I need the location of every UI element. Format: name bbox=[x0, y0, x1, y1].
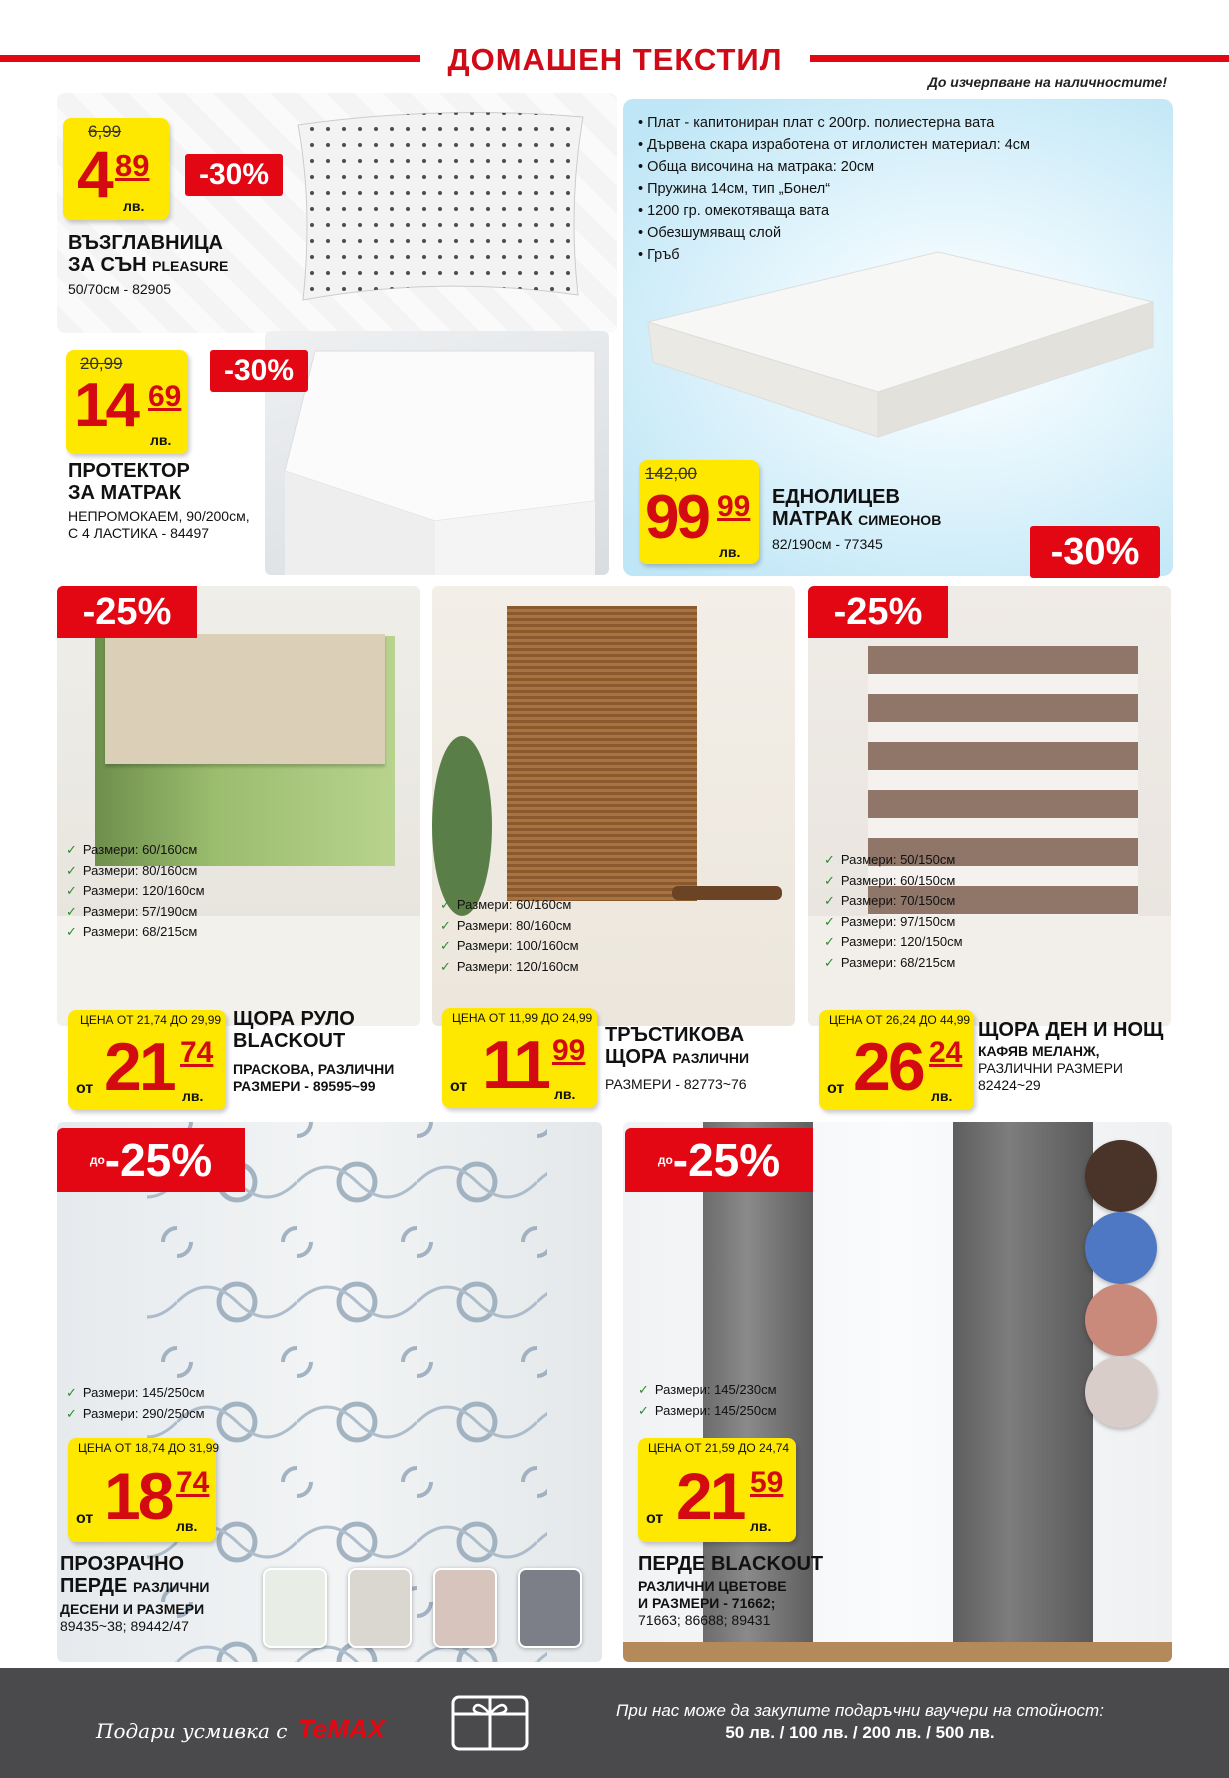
blackout-color-swatch-rose bbox=[1085, 1284, 1157, 1356]
daynight-price-box bbox=[819, 1010, 974, 1110]
sheer-from: от bbox=[76, 1510, 94, 1527]
sheer-desc: ДЕСЕНИ И РАЗМЕРИ 89435~38; 89442/47 bbox=[60, 1601, 205, 1634]
sheer-name: ПРОЗРАЧНО ПЕРДЕ РАЗЛИЧНИ bbox=[60, 1553, 210, 1597]
mattress-discount-badge: -30% bbox=[1030, 526, 1160, 578]
pillow-currency: лв. bbox=[123, 198, 145, 214]
sheer-pattern-thumb-4 bbox=[518, 1568, 582, 1648]
roller-discount-badge: -25% bbox=[57, 586, 197, 638]
roller-price-box bbox=[68, 1010, 226, 1110]
sheer-pattern-thumb-2 bbox=[348, 1568, 412, 1648]
blackout-discount-badge: $^{до}$-25% bbox=[625, 1128, 813, 1192]
bamboo-desc: РАЗМЕРИ - 82773~76 bbox=[605, 1076, 747, 1092]
bamboo-from: от bbox=[450, 1078, 468, 1095]
blackout-price-cents: 59 bbox=[750, 1466, 784, 1499]
blackout-currency: лв. bbox=[750, 1518, 772, 1534]
protector-image bbox=[265, 331, 609, 575]
sheer-pattern-thumb-1 bbox=[263, 1568, 327, 1648]
pillow-name: ВЪЗГЛАВНИЦА ЗА СЪН PLEASURE bbox=[68, 232, 229, 276]
pillow-price-box bbox=[63, 118, 169, 220]
pillow-desc: 50/70см - 82905 bbox=[68, 281, 172, 297]
roller-price-range: ЦЕНА ОТ 21,74 ДО 29,99 bbox=[80, 1013, 222, 1027]
mattress-old-price: 142,00 bbox=[645, 464, 697, 483]
protector-desc: НЕПРОМОКАЕМ, 90/200см, С 4 ЛАСТИКА - 84497 bbox=[68, 508, 250, 541]
voucher-text: При нас може да закупите подаръчни ваучери на стойност: 50 лв. / 100 лв. / 200 лв. / 500 лв. bbox=[616, 1701, 1104, 1742]
footer-slogan: Подари усмивка с TeMAX bbox=[96, 1714, 385, 1744]
bamboo-price-box bbox=[442, 1008, 597, 1108]
blackout-color-swatch-brown bbox=[1085, 1140, 1157, 1212]
footer-bar bbox=[0, 1668, 1229, 1778]
roller-name: ЩОРА РУЛО BLACKOUT bbox=[233, 1008, 355, 1052]
availability-note: До изчерпване на наличностите! bbox=[927, 74, 1167, 90]
daynight-price-range: ЦЕНА ОТ 26,24 ДО 44,99 bbox=[829, 1013, 971, 1027]
sheer-price-box bbox=[68, 1438, 220, 1542]
mattress-desc: 82/190см - 77345 bbox=[772, 536, 883, 552]
roller-price-cents: 74 bbox=[180, 1036, 214, 1069]
page-title: ДОМАШЕН ТЕКСТИЛ bbox=[447, 42, 783, 77]
protector-name: ПРОТЕКТОР ЗА МАТРАК bbox=[68, 460, 190, 504]
mattress-price-box bbox=[639, 460, 759, 564]
sheer-pattern-thumb-3 bbox=[433, 1568, 497, 1648]
mattress-features: • Плат - капитониран плат с 200гр. полиестерна вата • Дървена скара изработена от иглолистен материал: 4см • Обща височина на матрака: 20см • Пружина 14см, тип „Бонел“ • 1200 гр. омекотяваща вата • Обезшумяващ слой • Гръб bbox=[638, 115, 1030, 263]
brand-logo: TeMAX bbox=[297, 1714, 385, 1744]
blackout-color-swatch-blue bbox=[1085, 1212, 1157, 1284]
roller-currency: лв. bbox=[182, 1088, 204, 1104]
blackout-price-range: ЦЕНА ОТ 21,59 ДО 24,74 bbox=[648, 1441, 790, 1455]
sheer-price-int: 18 bbox=[104, 1459, 172, 1533]
daynight-currency: лв. bbox=[931, 1088, 953, 1104]
sheer-price-range: ЦЕНА ОТ 18,74 ДО 31,99 bbox=[78, 1441, 220, 1455]
roller-from: от bbox=[76, 1080, 94, 1097]
protector-price-cents: 69 bbox=[148, 380, 182, 413]
protector-price-box bbox=[66, 350, 188, 454]
daynight-desc: КАФЯВ МЕЛАНЖ, РАЗЛИЧНИ РАЗМЕРИ 82424~29 bbox=[978, 1043, 1123, 1093]
protector-discount-badge: -30% bbox=[210, 350, 308, 392]
gift-card-icon bbox=[450, 1694, 530, 1752]
pillow-image bbox=[288, 105, 593, 305]
blackout-desc: РАЗЛИЧНИ ЦВЕТОВЕ И РАЗМЕРИ - 71662; 71663; 86688; 89431 bbox=[638, 1578, 787, 1628]
roller-image bbox=[57, 586, 420, 1026]
daynight-size-list: ✓ Размери: 50/150см ✓ Размери: 60/150см ✓ Размери: 70/150см ✓ Размери: 97/150см ✓ Размери: 120/150см ✓ Размери: 68/215см bbox=[824, 852, 963, 970]
blackout-size-list: ✓ Размери: 145/230см ✓ Размери: 145/250см bbox=[638, 1382, 777, 1418]
bamboo-price-cents: 99 bbox=[552, 1034, 586, 1067]
pillow-old-price: 6,99 bbox=[88, 122, 122, 141]
roller-price-int: 21 bbox=[104, 1029, 174, 1105]
mattress-price-int: 99 bbox=[645, 483, 708, 552]
sheer-currency: лв. bbox=[176, 1518, 198, 1534]
pillow-price-cents: 89 bbox=[115, 148, 150, 183]
sheer-price-cents: 74 bbox=[176, 1466, 210, 1499]
bamboo-name: ТРЪСТИКОВА ЩОРА РАЗЛИЧНИ bbox=[605, 1024, 750, 1068]
bamboo-size-list: ✓ Размери: 60/160см ✓ Размери: 80/160см ✓ Размери: 100/160см ✓ Размери: 120/160см bbox=[440, 897, 579, 974]
sheer-size-list: ✓ Размери: 145/250см ✓ Размери: 290/250см bbox=[66, 1385, 205, 1421]
roller-size-list: ✓ Размери: 60/160см ✓ Размери: 80/160см ✓ Размери: 120/160см ✓ Размери: 57/190см ✓ Размери: 68/215см bbox=[66, 842, 205, 939]
protector-price-int: 14 bbox=[74, 371, 137, 440]
header-rule-right bbox=[810, 55, 1229, 62]
mattress-price-cents: 99 bbox=[717, 490, 751, 523]
daynight-name: ЩОРА ДЕН И НОЩ bbox=[978, 1019, 1164, 1041]
pillow-price-int: 4 bbox=[77, 137, 111, 211]
sheer-discount-badge: $^{до}$-25% bbox=[57, 1128, 245, 1192]
protector-currency: лв. bbox=[150, 432, 172, 448]
blackout-color-swatch-light bbox=[1085, 1356, 1157, 1428]
header-rule-left bbox=[0, 55, 420, 62]
blackout-from: от bbox=[646, 1510, 664, 1527]
blackout-price-box bbox=[638, 1438, 796, 1542]
daynight-price-cents: 24 bbox=[929, 1036, 963, 1069]
mattress-currency: лв. bbox=[719, 544, 741, 560]
roller-desc: ПРАСКОВА, РАЗЛИЧНИ РАЗМЕРИ - 89595~99 bbox=[233, 1061, 395, 1094]
blackout-name: ПЕРДЕ BLACKOUT bbox=[638, 1553, 824, 1575]
mattress-name: ЕДНОЛИЦЕВ МАТРАК СИМЕОНОВ bbox=[772, 486, 942, 530]
bamboo-currency: лв. bbox=[554, 1086, 576, 1102]
bamboo-price-range: ЦЕНА ОТ 11,99 ДО 24,99 bbox=[452, 1011, 593, 1025]
bamboo-price-int: 11 bbox=[482, 1027, 548, 1103]
daynight-from: от bbox=[827, 1080, 845, 1097]
blackout-price-int: 21 bbox=[676, 1459, 744, 1533]
mattress-image bbox=[638, 212, 1158, 442]
protector-old-price: 20,99 bbox=[80, 354, 123, 373]
daynight-discount-badge: -25% bbox=[808, 586, 948, 638]
daynight-price-int: 26 bbox=[853, 1029, 923, 1105]
pillow-discount-badge: -30% bbox=[185, 154, 283, 196]
